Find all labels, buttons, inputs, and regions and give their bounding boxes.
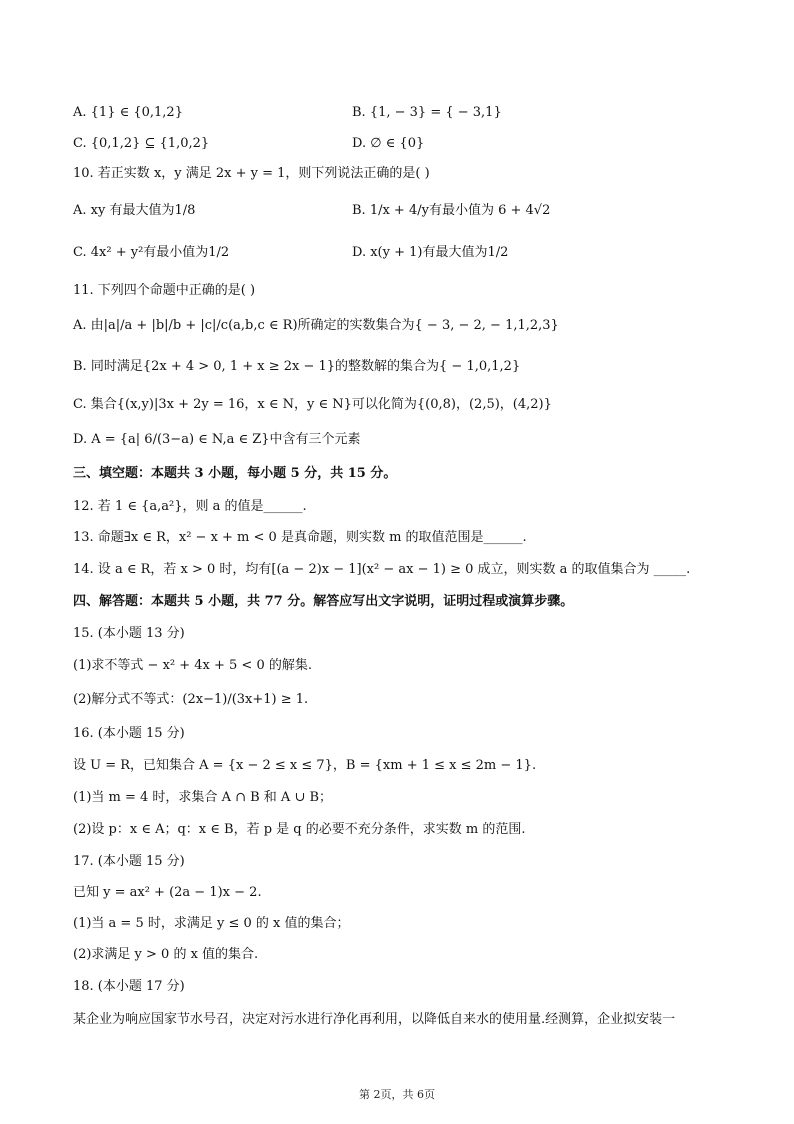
q18-stem: 某企业为响应国家节水号召，决定对污水进行净化再利用，以降低自来水的使用量.经测算，企业拟安装一 <box>73 1012 676 1027</box>
q10-option-a: A. xy 有最大值为1/8 <box>73 203 196 218</box>
page-footer: 第 2页，共 6页 <box>359 1088 435 1101</box>
q10-option-c: C. 4x² + y²有最小值为1/2 <box>73 245 230 260</box>
section4-heading: 四、解答题：本题共 5 小题，共 77 分。解答应写出文字说明，证明过程或演算步骤。 <box>73 594 574 609</box>
q17-stem: 已知 y = ax² + (2a − 1)x − 2. <box>73 885 262 900</box>
q10-options-row1 <box>73 200 723 226</box>
q10-option-d: D. x(y + 1)有最大值为1/2 <box>352 245 509 260</box>
q11-option-b: B. 同时满足{2x + 4 > 0, 1 + x ≥ 2x − 1}的整数解的集合为{ − 1,0,1,2} <box>73 359 521 374</box>
q12: 12. 若 1 ∈ {a,a²}，则 a 的值是______. <box>73 499 307 514</box>
q15-part1: (1)求不等式 − x² + 4x + 5 < 0 的解集. <box>73 658 312 673</box>
q9-options-row2 <box>73 133 723 159</box>
q9-option-a: A. {1} ∈ {0,1,2} <box>73 105 183 120</box>
q14: 14. 设 a ∈ R，若 x > 0 时，均有[(a − 2)x − 1](x² − ax − 1) ≥ 0 成立，则实数 a 的取值集合为 _____. <box>73 562 691 577</box>
q10-stem: 10. 若正实数 x，y 满足 2x + y = 1，则下列说法正确的是( ) <box>73 166 430 181</box>
q11-option-d: D. A = {a| 6/(3−a) ∈ N,a ∈ Z}中含有三个元素 <box>73 432 361 447</box>
q9-option-d: D. ∅ ∈ {0} <box>352 136 425 151</box>
q17-head: 17. (本小题 15 分) <box>73 854 185 869</box>
q16-part2: (2)设 p：x ∈ A；q：x ∈ B，若 p 是 q 的必要不充分条件，求实数 m 的范围. <box>73 822 526 837</box>
q11-option-c: C. 集合{(x,y)|3x + 2y = 16，x ∈ N，y ∈ N}可以化简为{(0,8)，(2,5)，(4,2)} <box>73 397 552 412</box>
section3-heading: 三、填空题：本题共 3 小题，每小题 5 分，共 15 分。 <box>73 466 397 481</box>
q9-option-b: B. {1, − 3} = { − 3,1} <box>352 105 502 120</box>
q9-option-c: C. {0,1,2} ⊆ {1,0,2} <box>73 136 210 151</box>
q13: 13. 命题∃x ∈ R，x² − x + m < 0 是真命题，则实数 m 的取值范围是______. <box>73 530 527 545</box>
q10-option-b: B. 1/x + 4/y有最小值为 6 + 4√2 <box>352 203 551 218</box>
q11-option-a: A. 由|a|/a + |b|/b + |c|/c(a,b,c ∈ R)所确定的实数集合为{ − 3, − 2, − 1,1,2,3} <box>73 318 559 333</box>
q17-part1: (1)当 a = 5 时，求满足 y ≤ 0 的 x 值的集合； <box>73 916 350 931</box>
q11-stem: 11. 下列四个命题中正确的是( ) <box>73 283 256 298</box>
q16-stem: 设 U = R，已知集合 A = {x − 2 ≤ x ≤ 7}，B = {xm + 1 ≤ x ≤ 2m − 1}. <box>73 758 537 773</box>
q15-part2: (2)解分式不等式：(2x−1)/(3x+1) ≥ 1. <box>73 692 309 707</box>
q16-head: 16. (本小题 15 分) <box>73 726 185 741</box>
q15-head: 15. (本小题 13 分) <box>73 626 185 641</box>
q10-options-row2 <box>73 242 723 268</box>
q9-options-row1 <box>73 102 723 128</box>
q17-part2: (2)求满足 y > 0 的 x 值的集合. <box>73 947 259 962</box>
q16-part1: (1)当 m = 4 时，求集合 A ∩ B 和 A ∪ B； <box>73 790 333 805</box>
q18-head: 18. (本小题 17 分) <box>73 979 185 994</box>
